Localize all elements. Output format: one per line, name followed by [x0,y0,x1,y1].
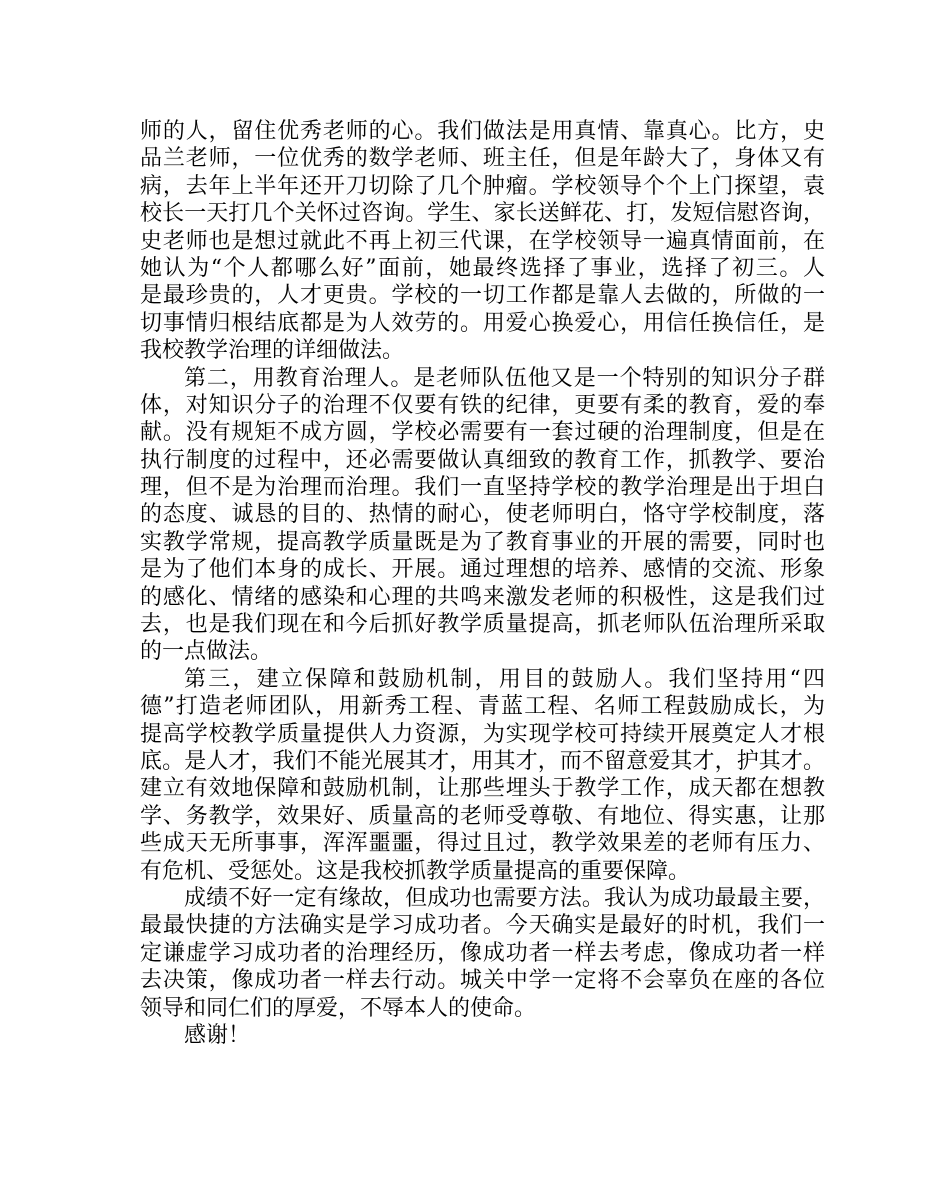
text-line: 品兰老师，一位优秀的数学老师、班主任，但是年龄大了，身体又有 [140,146,825,172]
text-line: 有危机、受惩处。这是我校抓教学质量提高的重要保障。 [140,858,691,884]
text-line: 她认为“个人都哪么好”面前，她最终选择了事业，选择了初三。人 [140,255,825,281]
text-line: 建立有效地保障和鼓励机制，让那些埋头于教学工作，成天都在想教 [140,776,825,802]
text-line: 病，去年上半年还开刀切除了几个肿瘤。学校领导个个上门探望，袁 [140,173,825,199]
text-line: 我校教学治理的详细做法。 [140,338,405,364]
text-line: 史老师也是想过就此不再上初三代课，在学校领导一遍真情面前，在 [140,228,825,254]
text-line: 提高学校教学质量提供人力资源，为实现学校可持续开展奠定人才根 [140,721,825,747]
text-line: 底。是人才，我们不能光展其才，用其才，而不留意爱其才，护其才。 [140,748,825,774]
document-body [140,118,825,1049]
text-line: 德”打造老师团队，用新秀工程、青蓝工程、名师工程鼓励成长，为 [140,694,825,720]
text-line: 切事情归根结底都是为人效劳的。用爱心换爱心，用信任换信任，是 [140,310,825,336]
text-line: 些成天无所事事，浑浑噩噩，得过且过，教学效果差的老师有压力、 [140,831,825,857]
text-line: 的一点做法。 [140,639,273,665]
text-line: 第三，建立保障和鼓励机制，用目的鼓励人。我们坚持用“四 [184,666,825,692]
text-line: 理，但不是为治理而治理。我们一直坚持学校的教学治理是出于坦白 [140,475,825,501]
text-line: 献。没有规矩不成方圆，学校必需要有一套过硬的治理制度，但是在 [140,420,825,446]
text-line: 领导和同仁们的厚爱，不辱本人的使命。 [140,995,537,1021]
text-line: 是最珍贵的，人才更贵。学校的一切工作都是靠人去做的，所做的一 [140,283,825,309]
text-line: 定谦虚学习成功者的治理经历，像成功者一样去考虑，像成功者一样 [140,940,825,966]
text-line: 去决策，像成功者一样去行动。城关中学一定将不会辜负在座的各位 [140,968,825,994]
text-line: 去，也是我们现在和今后抓好教学质量提高，抓老师队伍治理所采取 [140,612,825,638]
text-line: 最最快捷的方法确实是学习成功者。今天确实是最好的时机，我们一 [140,913,825,939]
text-line: 感谢！ [184,1022,251,1048]
text-line: 实教学常规，提高教学质量既是为了教育事业的开展的需要，同时也 [140,529,825,555]
text-line: 成绩不好一定有缘故，但成功也需要方法。我认为成功最最主要， [184,885,825,911]
text-line: 校长一天打几个关怀过咨询。学生、家长送鲜花、打，发短信慰咨询， [140,201,825,227]
text-line: 执行制度的过程中，还必需要做认真细致的教育工作，抓教学、要治 [140,447,825,473]
text-line: 是为了他们本身的成长、开展。通过理想的培养、感情的交流、形象 [140,557,825,583]
text-line: 体，对知识分子的治理不仅要有铁的纪律，更要有柔的教育，爱的奉 [140,392,825,418]
text-line: 的态度、诚恳的目的、热情的耐心，使老师明白，恪守学校制度，落 [140,502,825,528]
text-line: 师的人，留住优秀老师的心。我们做法是用真情、靠真心。比方，史 [140,119,825,144]
text-line: 学、务教学，效果好、质量高的老师受尊敬、有地位、得实惠，让那 [140,803,825,829]
text-line: 第二，用教育治理人。是老师队伍他又是一个特别的知识分子群 [184,365,825,391]
text-line: 的感化、情绪的感染和心理的共鸣来激发老师的积极性，这是我们过 [140,584,825,610]
